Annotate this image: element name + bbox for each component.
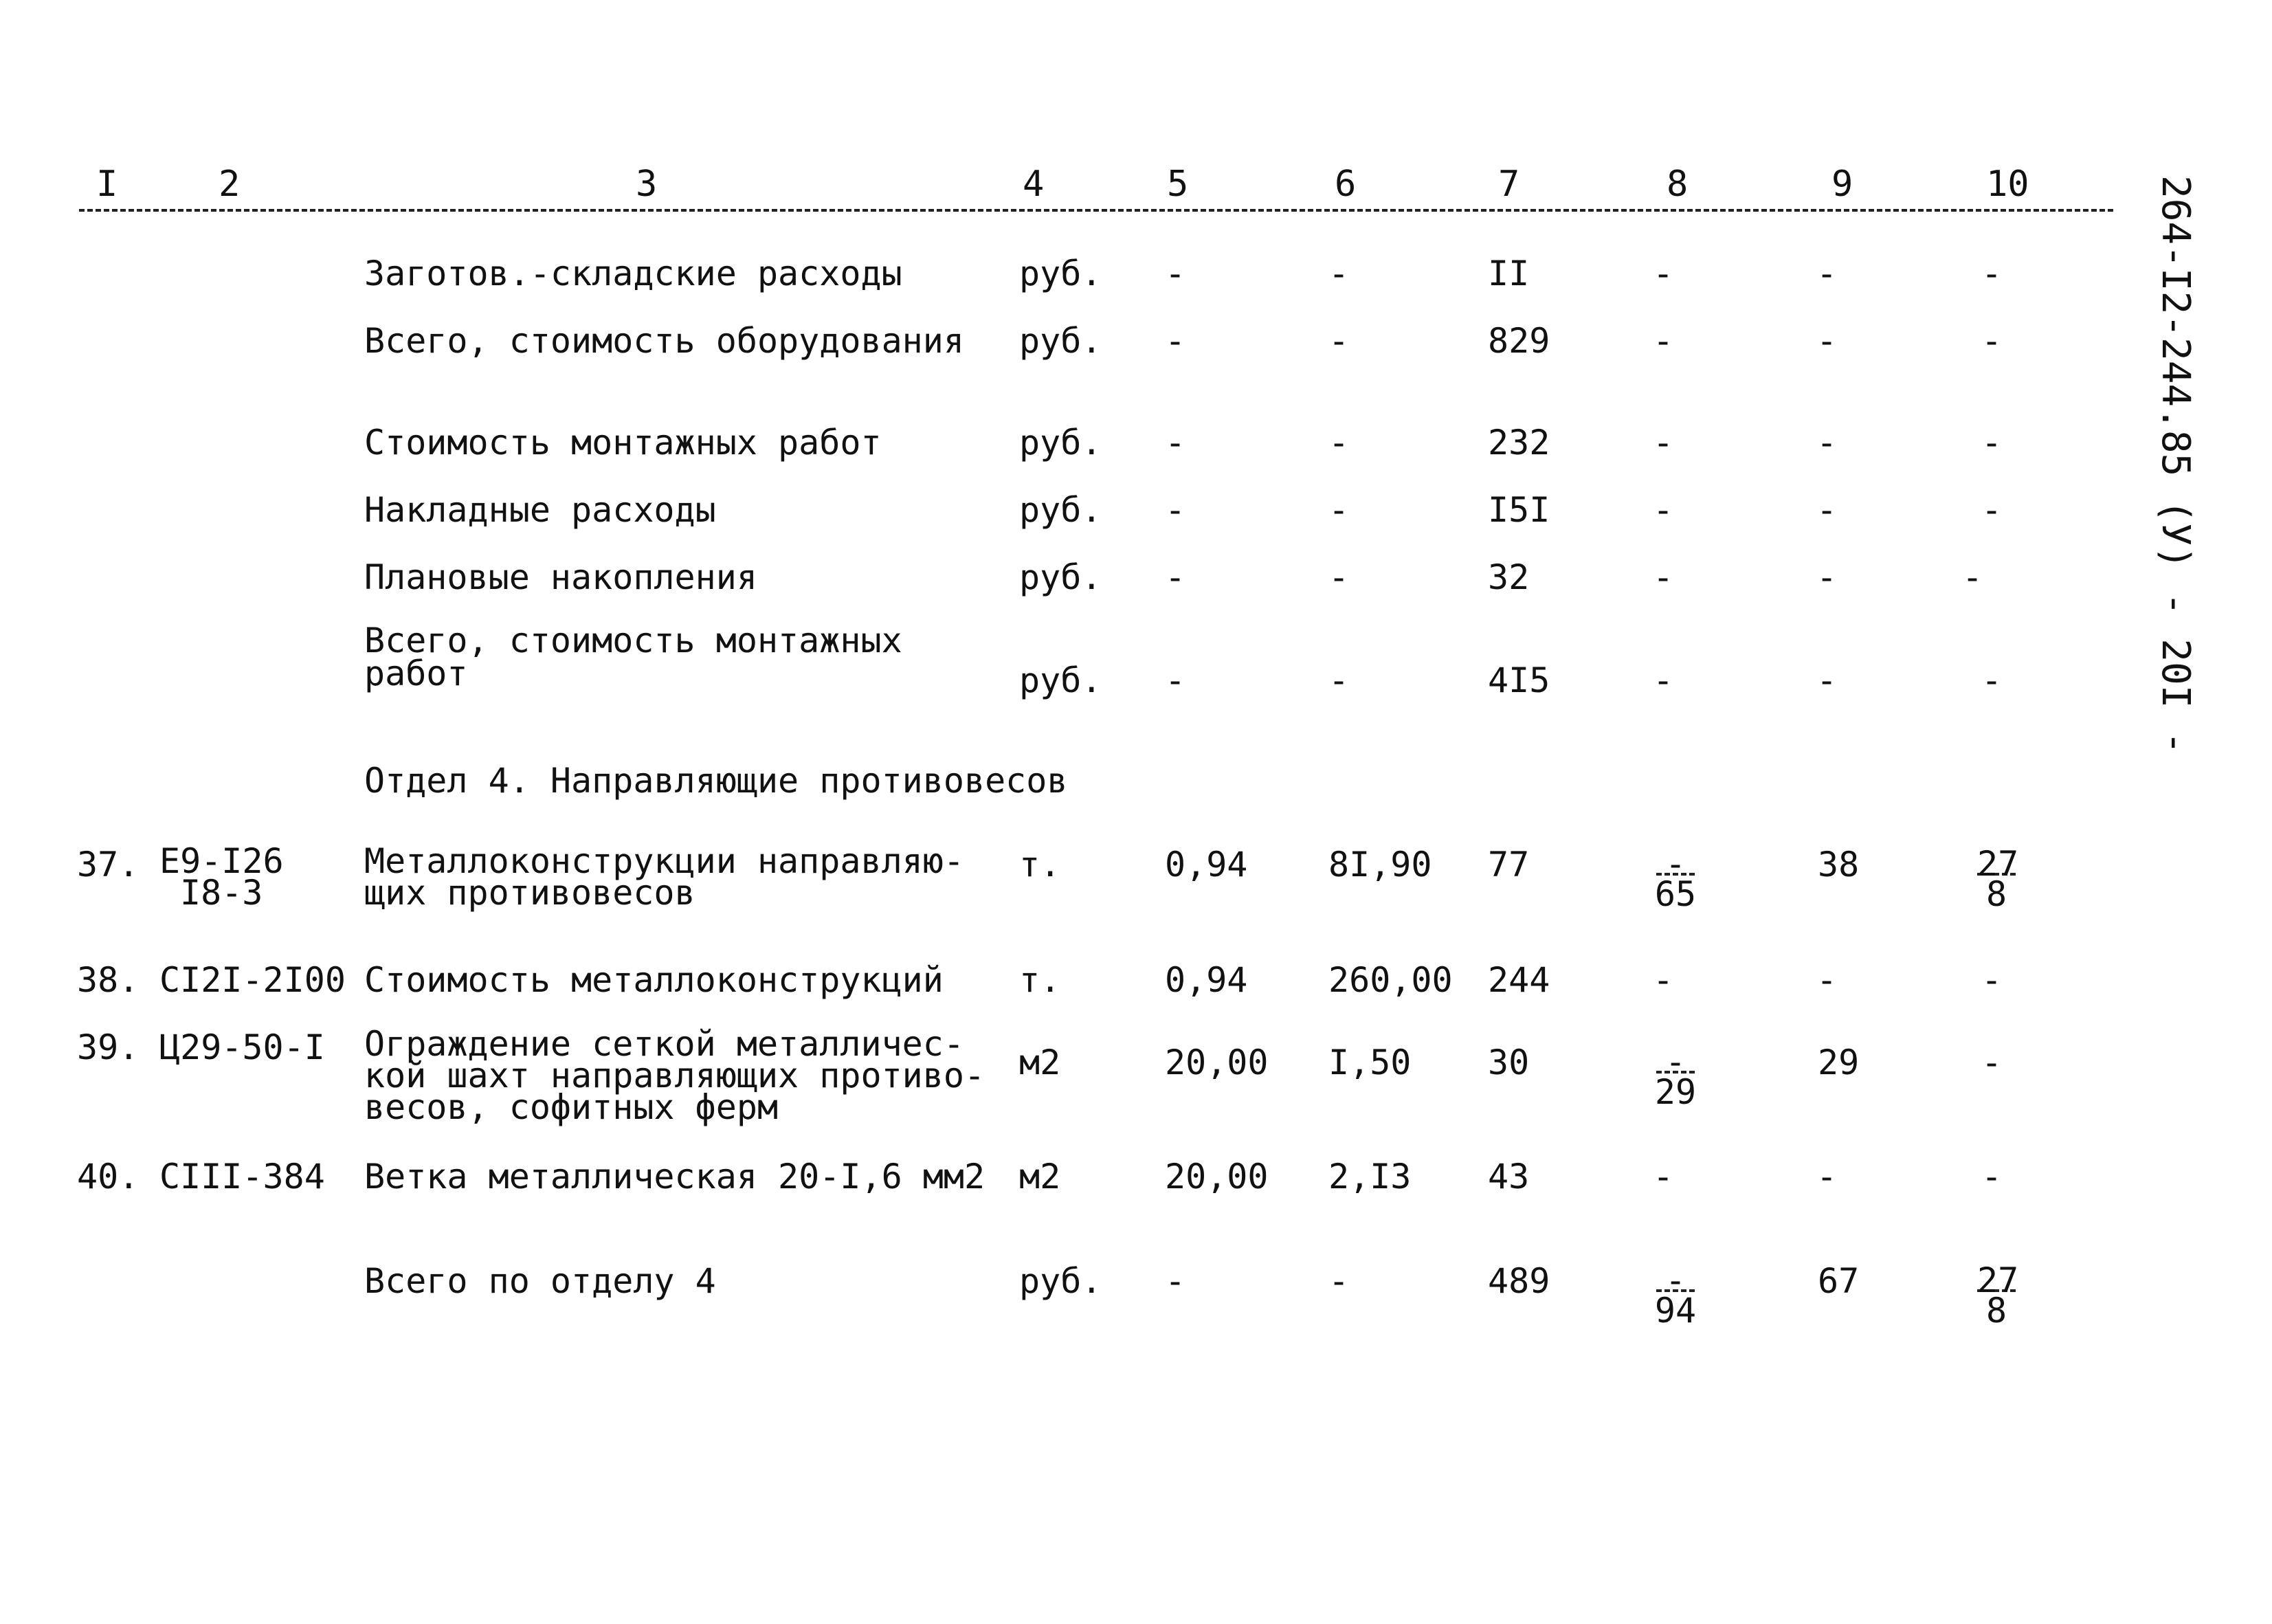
item-c7: 43	[1488, 1157, 1530, 1197]
fraction-numerator: -	[1656, 1043, 1695, 1074]
item-c7: 244	[1488, 960, 1550, 1000]
total-c5: -	[1165, 1261, 1186, 1301]
row-c6: -	[1328, 557, 1350, 597]
item-c8-fraction	[1645, 845, 1706, 913]
row-c6: -	[1328, 660, 1350, 700]
row-c8: -	[1653, 423, 1674, 463]
col-header-5: 5	[1167, 164, 1189, 205]
item-number: 39.	[77, 1027, 140, 1067]
header-divider	[79, 209, 2113, 212]
row-c7: 32	[1488, 557, 1530, 597]
item-c10: -	[1981, 960, 2003, 1000]
item-c8: -	[1653, 1157, 1674, 1197]
item-c10: -	[1981, 1157, 2003, 1197]
row-c9: -	[1816, 660, 1838, 700]
item-c9: 29	[1818, 1043, 1860, 1082]
row-c9: -	[1816, 557, 1838, 597]
item-c6: I,50	[1328, 1043, 1412, 1082]
row-c10: -	[1962, 557, 1983, 597]
item-c9: -	[1816, 1157, 1838, 1197]
row-c5: -	[1165, 254, 1186, 293]
row-desc-line2: работ	[364, 654, 468, 693]
row-c7: 829	[1488, 321, 1550, 361]
row-c5: -	[1165, 321, 1186, 361]
row-c6: -	[1328, 490, 1350, 530]
row-c5: -	[1165, 660, 1186, 700]
row-c10: -	[1981, 423, 2003, 463]
row-c10: -	[1981, 254, 2003, 293]
row-c8: -	[1653, 254, 1674, 293]
row-c7: 4I5	[1488, 660, 1550, 700]
item-c8-fraction	[1645, 1043, 1706, 1111]
row-c5: -	[1165, 423, 1186, 463]
item-c9: 38	[1818, 845, 1860, 885]
item-c10-fraction	[1965, 845, 2027, 913]
row-c8: -	[1653, 557, 1674, 597]
fraction-numerator: 27	[1977, 844, 2019, 884]
item-c6: 260,00	[1328, 960, 1453, 1000]
col-header-10: 10	[1986, 164, 2029, 205]
item-desc-line1: Ограждение сеткой металличес-	[364, 1024, 964, 1064]
row-desc: Заготов.-складские расходы	[364, 254, 902, 293]
row-c5: -	[1165, 557, 1186, 597]
row-c8: -	[1653, 660, 1674, 700]
row-c10: -	[1981, 660, 2003, 700]
row-unit: руб.	[1019, 660, 1102, 700]
row-c6: -	[1328, 254, 1350, 293]
row-c10: -	[1981, 321, 2003, 361]
row-c9: -	[1816, 423, 1838, 463]
row-unit: руб.	[1019, 254, 1102, 293]
item-c5: 20,00	[1165, 1157, 1269, 1197]
fraction-denominator: 8	[1985, 1291, 2007, 1331]
fraction-denominator: 8	[1985, 874, 2007, 914]
row-desc: Стоимость монтажных работ	[364, 423, 882, 463]
row-c9: -	[1816, 254, 1838, 293]
item-unit: т.	[1019, 960, 1061, 1000]
item-c6: 2,I3	[1328, 1157, 1412, 1197]
item-unit: м2	[1019, 1043, 1061, 1082]
item-desc-line2: щих противовесов	[364, 873, 695, 913]
col-header-9: 9	[1831, 164, 1853, 205]
row-c8: -	[1653, 321, 1674, 361]
total-unit: руб.	[1019, 1261, 1102, 1301]
total-c8-fraction	[1645, 1262, 1706, 1329]
row-desc: Плановые накопления	[364, 557, 757, 597]
row-c7: I5I	[1488, 490, 1550, 530]
item-desc-line1: Стоимость металлоконструкций	[364, 960, 944, 1000]
col-header-4: 4	[1023, 164, 1045, 205]
col-header-8: 8	[1667, 164, 1689, 205]
item-code-line1: Ц29-50-I	[159, 1027, 325, 1067]
row-desc-line1: Всего, стоимость монтажных	[364, 621, 902, 660]
item-desc-line3: весов, софитных ферм	[364, 1087, 779, 1127]
col-header-3: 3	[636, 164, 658, 205]
row-c7: 232	[1488, 423, 1550, 463]
row-unit: руб.	[1019, 423, 1102, 463]
total-c6: -	[1328, 1261, 1350, 1301]
col-header-2: 2	[219, 164, 241, 205]
item-c7: 30	[1488, 1043, 1530, 1082]
item-c7: 77	[1488, 845, 1530, 885]
item-desc-line2: кой шахт направляющих противо-	[364, 1056, 985, 1095]
row-c6: -	[1328, 423, 1350, 463]
item-number: 38.	[77, 960, 140, 1000]
item-unit: м2	[1019, 1157, 1061, 1197]
item-code-line1: Е9-I26	[159, 841, 284, 881]
item-c9: -	[1816, 960, 1838, 1000]
row-c9: -	[1816, 490, 1838, 530]
fraction-denominator: 94	[1654, 1291, 1697, 1331]
section-title: Отдел 4. Направляющие противовесов	[364, 761, 1068, 801]
side-doc-code: 264-I2-244.85 (У) - 20I -	[2153, 175, 2198, 755]
row-unit: руб.	[1019, 321, 1102, 361]
row-c9: -	[1816, 321, 1838, 361]
item-c8: -	[1653, 960, 1674, 1000]
item-number: 40.	[77, 1157, 140, 1197]
item-c5: 0,94	[1165, 845, 1248, 885]
row-desc: Накладные расходы	[364, 490, 716, 530]
item-code-line1: СI2I-2I00	[159, 960, 346, 1000]
row-unit: руб.	[1019, 557, 1102, 597]
row-c8: -	[1653, 490, 1674, 530]
row-c6: -	[1328, 321, 1350, 361]
row-c7: II	[1488, 254, 1530, 293]
total-c9: 67	[1818, 1261, 1860, 1301]
fraction-numerator: -	[1656, 1262, 1695, 1292]
item-unit: т.	[1019, 845, 1061, 885]
item-code-line2: I8-3	[180, 873, 263, 913]
item-c5: 0,94	[1165, 960, 1248, 1000]
row-c5: -	[1165, 490, 1186, 530]
item-c5: 20,00	[1165, 1043, 1269, 1082]
col-header-6: 6	[1335, 164, 1357, 205]
total-desc: Всего по отделу 4	[364, 1261, 716, 1301]
fraction-numerator: -	[1656, 845, 1695, 876]
row-unit: руб.	[1019, 490, 1102, 530]
item-c10: -	[1981, 1043, 2003, 1082]
item-number: 37.	[77, 845, 140, 885]
total-c10-fraction	[1965, 1262, 2027, 1329]
item-code-line1: СIII-384	[159, 1157, 325, 1197]
item-c6: 8I,90	[1328, 845, 1432, 885]
col-header-1: I	[96, 164, 118, 205]
fraction-numerator: 27	[1977, 1260, 2019, 1300]
item-desc-line1: Ветка металлическая 20-I,6 мм2	[364, 1157, 985, 1197]
col-header-7: 7	[1498, 164, 1520, 205]
row-desc: Всего, стоимость оборудования	[364, 321, 964, 361]
fraction-denominator: 29	[1654, 1072, 1697, 1112]
total-c7: 489	[1488, 1261, 1550, 1301]
fraction-denominator: 65	[1654, 874, 1697, 914]
row-c10: -	[1981, 490, 2003, 530]
item-desc-line1: Металлоконструкции направляю-	[364, 841, 964, 881]
